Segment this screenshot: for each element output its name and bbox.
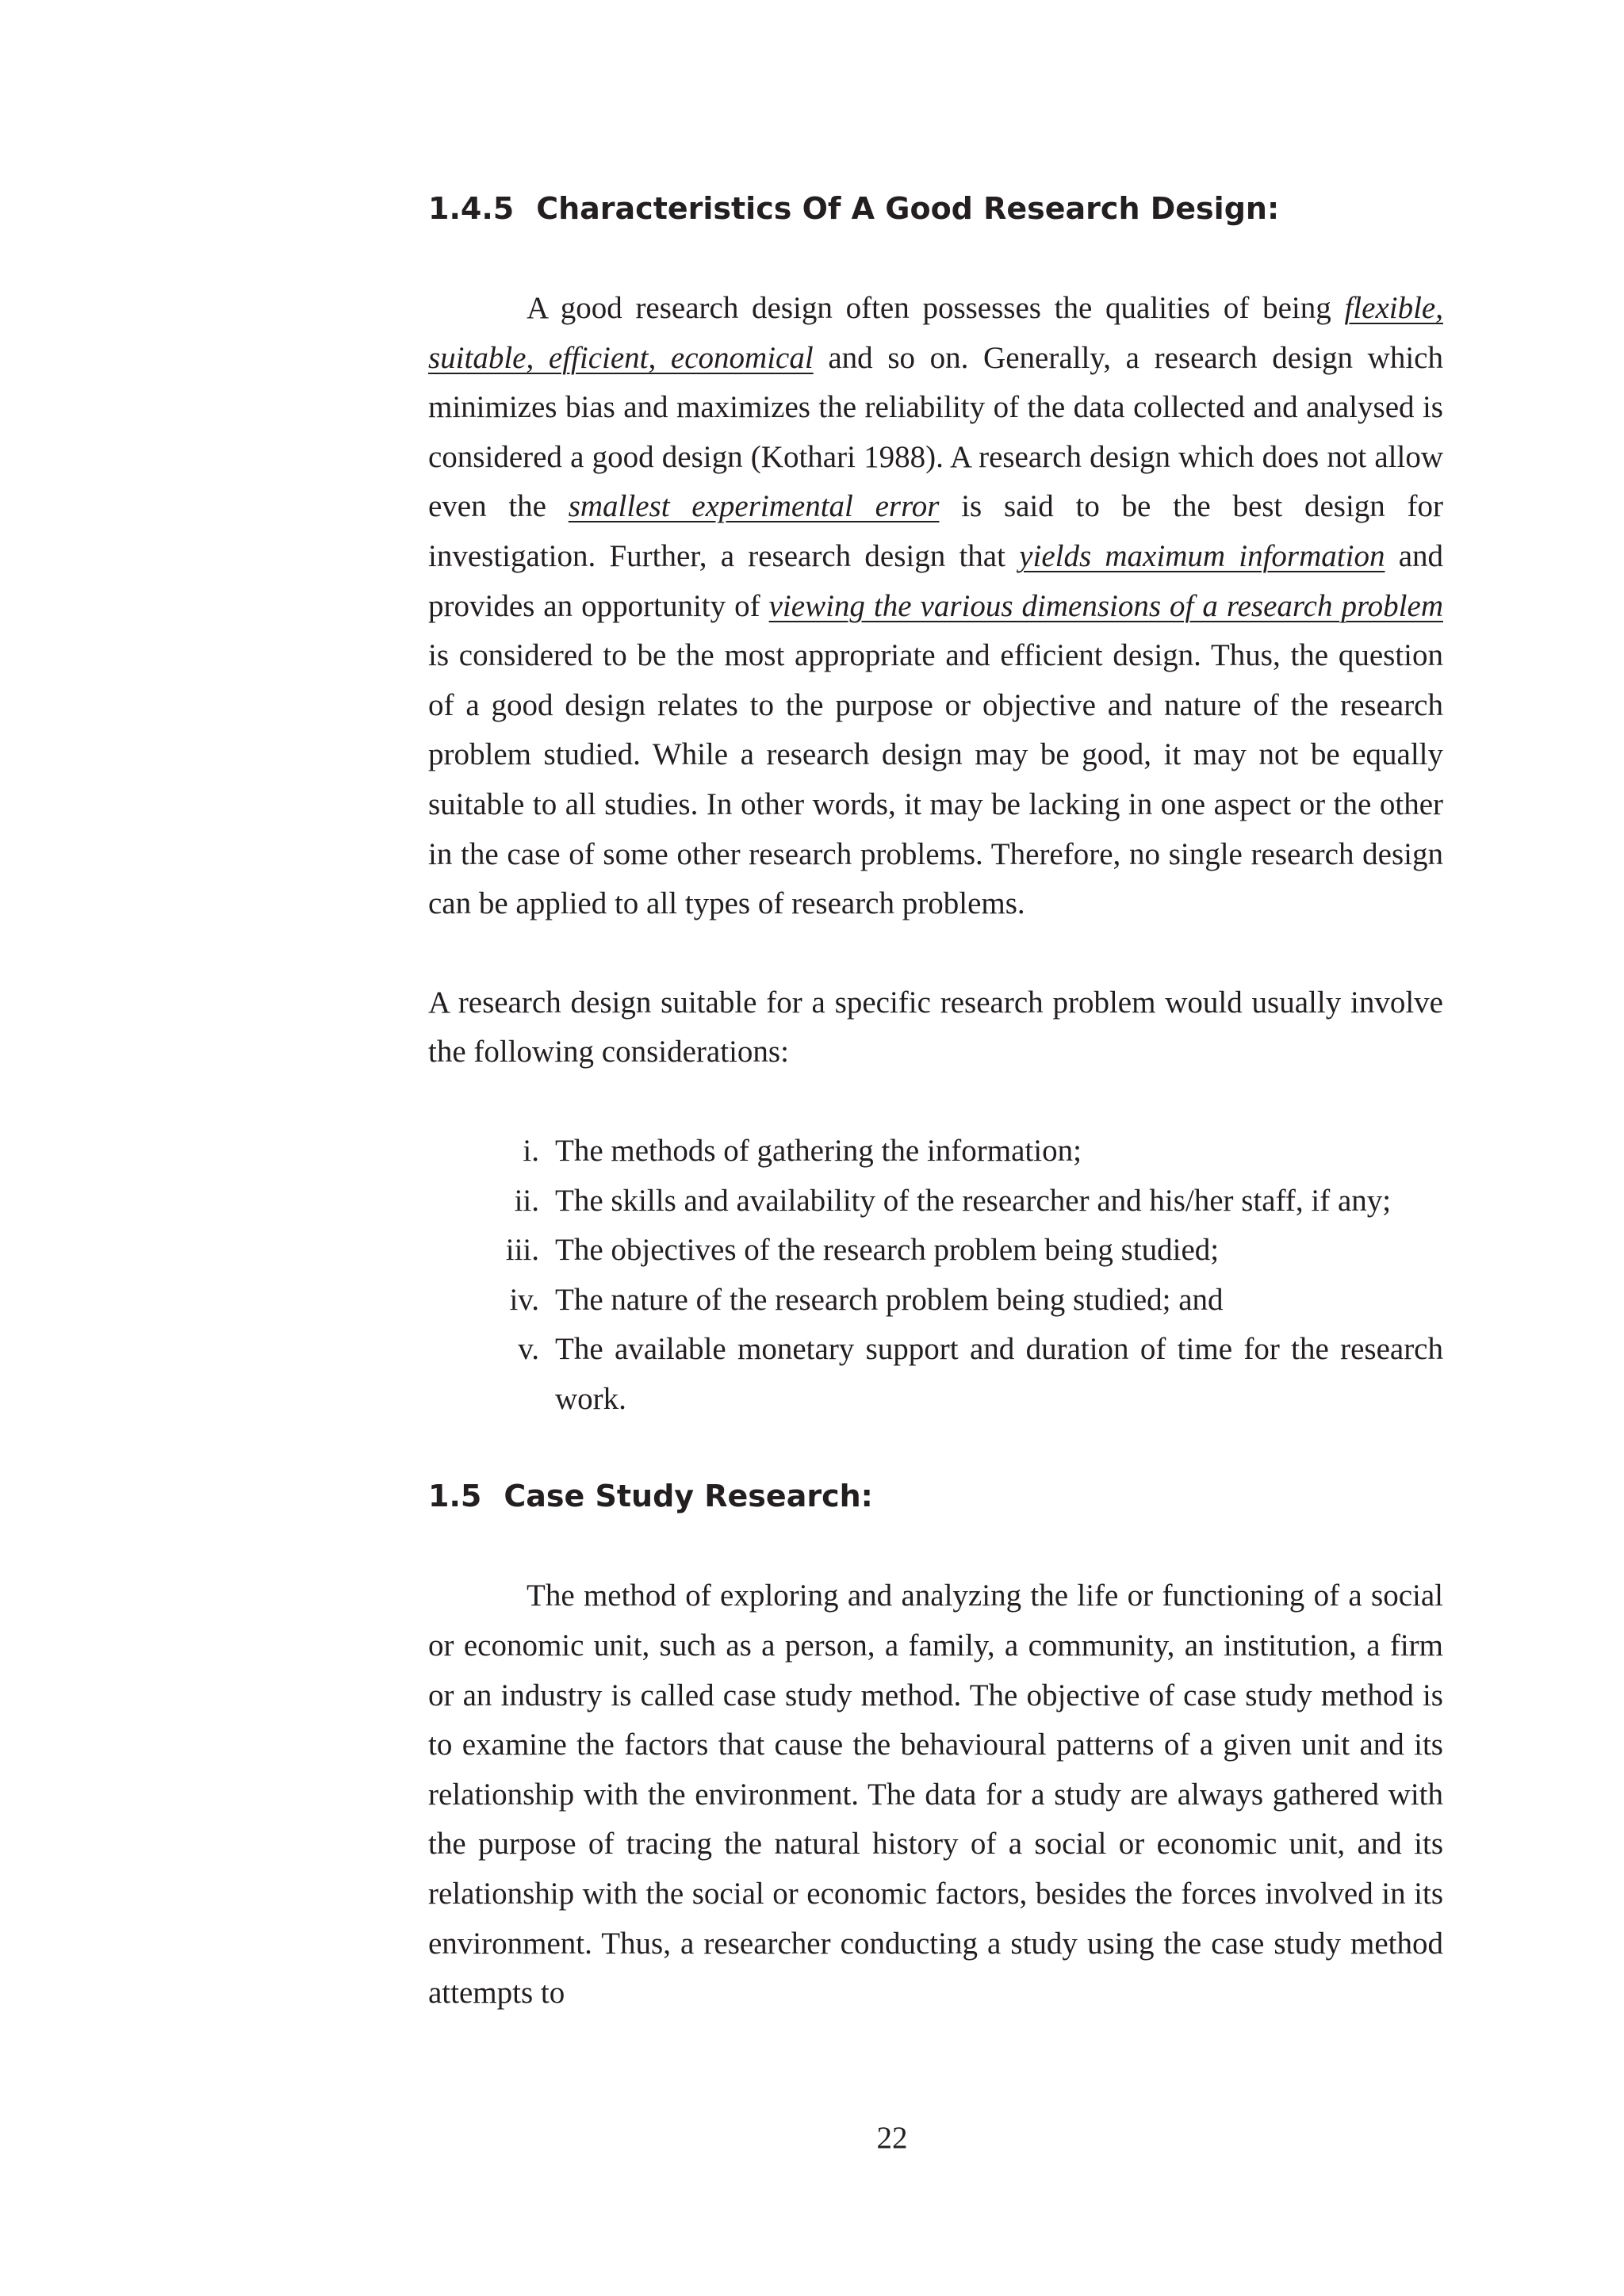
paragraph-good-design bbox=[428, 284, 1443, 929]
section-title: Characteristics Of A Good Research Design: bbox=[536, 191, 1280, 226]
emphasis-smallest-error: smallest experimental error bbox=[568, 489, 940, 524]
list-item-text: The objectives of the research problem being studied; bbox=[555, 1233, 1220, 1268]
considerations-list bbox=[428, 1127, 1443, 1425]
list-item-text: The skills and availability of the researcher and his/her staff, if any; bbox=[555, 1183, 1392, 1218]
list-marker: v. bbox=[518, 1332, 539, 1367]
list-item bbox=[428, 1177, 1443, 1226]
document-page bbox=[428, 184, 1443, 2019]
text-run: is said to be the best design for investigation. Further, a research design that bbox=[428, 489, 1444, 573]
text-run: and provides an opportunity of bbox=[428, 538, 1444, 623]
list-item bbox=[428, 1127, 1443, 1177]
section-heading-1-4-5 bbox=[428, 184, 1443, 233]
section-number: 1.4.5 bbox=[428, 191, 515, 226]
section-heading-1-5 bbox=[428, 1471, 1443, 1521]
list-item-text: The methods of gathering the information; bbox=[555, 1133, 1082, 1168]
text-run: A good research design often possesses the qualities of being bbox=[527, 291, 1345, 325]
list-item bbox=[428, 1226, 1443, 1276]
section-title: Case Study Research: bbox=[504, 1479, 873, 1514]
list-marker: iii. bbox=[505, 1233, 539, 1268]
page-number: 22 bbox=[876, 2121, 908, 2155]
list-item-text: The available monetary support and duration of time for the research work. bbox=[555, 1332, 1443, 1416]
paragraph-case-study: The method of exploring and analyzing the life or functioning of a social or economic unit, such as a person, a family, a community, an institution, a firm or an industry is called case study method. The objective of case study method is to examine the factors that cause the behavioural patterns of a given unit and its relationship with the environment. The data for a study are always gathered with the purpose of tracing the natural history of a social or economic unit, and its relationship with the social or economic factors, besides the forces involved in its environment. Thus, a researcher conducting a study using the case study method attempts to bbox=[428, 1578, 1443, 2011]
list-marker: i. bbox=[523, 1133, 539, 1168]
emphasis-maximum-information: yields maximum information bbox=[1019, 538, 1385, 573]
list-marker: ii. bbox=[514, 1183, 539, 1218]
list-item-text: The nature of the research problem being studied; and bbox=[555, 1282, 1224, 1317]
emphasis-various-dimensions: viewing the various dimensions of a research problem bbox=[768, 588, 1443, 623]
paragraph-considerations-intro: A research design suitable for a specific research problem would usually involve the following considerations: bbox=[428, 985, 1443, 1070]
text-run: and so on. Generally, a research design which minimizes bias and maximizes the reliability of the data collected and analysed is considered a good design (Kothari 1988). A research design which does not allow even the bbox=[428, 340, 1443, 524]
list-item bbox=[428, 1276, 1443, 1326]
text-run: is considered to be the most appropriate and efficient design. Thus, the question of a good design relates to the purpose or objective and nature of the research problem studied. While a research design may be good, it may not be equally suitable to all studies. In other words, it may be lacking in one aspect or the other in the case of some other research problems. Therefore, no single research design can be applied to all types of research problems. bbox=[428, 638, 1443, 921]
emphasis-qualities: flexible, suitable, efficient, economical bbox=[428, 291, 1443, 375]
section-number: 1.5 bbox=[428, 1479, 482, 1514]
list-marker: iv. bbox=[509, 1282, 539, 1317]
list-item bbox=[428, 1325, 1443, 1424]
